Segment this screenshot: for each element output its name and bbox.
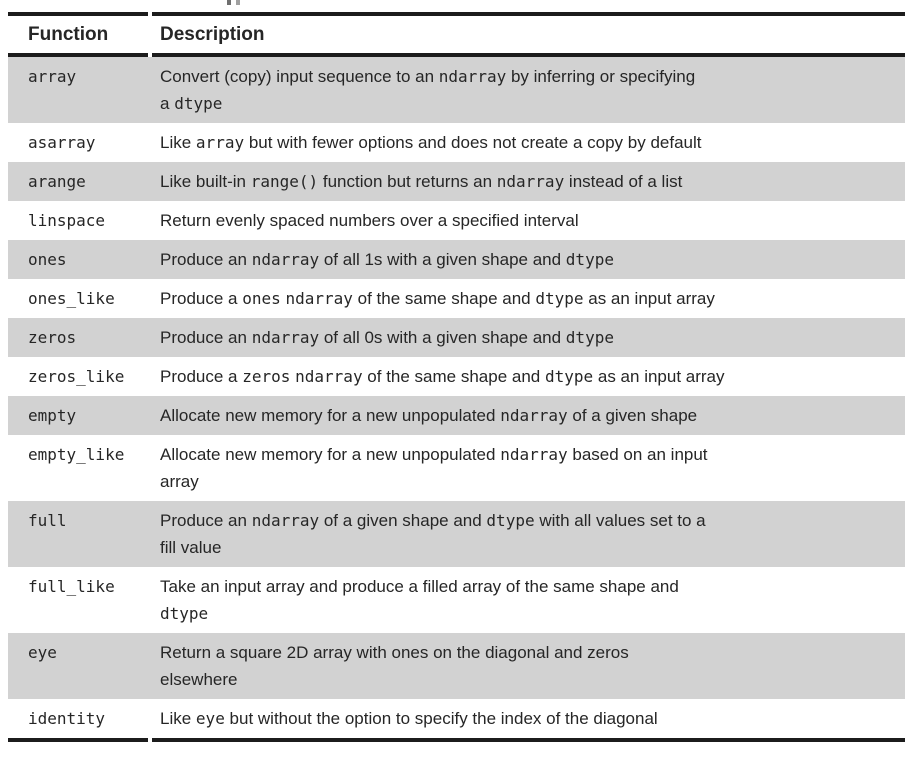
function-name: asarray (28, 133, 96, 152)
inline-code: ndarray (251, 328, 320, 347)
table-row (8, 357, 905, 396)
function-name: arange (28, 172, 86, 191)
function-description (152, 246, 905, 273)
description-text: but with fewer options and does not create a copy by default (244, 133, 702, 152)
function-name: array (28, 67, 77, 86)
function-name: zeros_like (28, 367, 125, 386)
description-text: with all values set to a (534, 511, 706, 530)
array-creation-functions-table (8, 12, 905, 742)
inline-code: ones (242, 289, 281, 308)
header-bottom-rule (8, 53, 905, 57)
table-row (8, 699, 905, 738)
inline-code: dtype (565, 250, 614, 269)
column-header-function: Function (28, 23, 109, 45)
description-text: Convert (copy) input sequence to an (160, 67, 439, 86)
table-row (8, 57, 905, 123)
description-text: Like built-in (160, 172, 251, 191)
description-text: fill value (160, 538, 222, 557)
description-text: elsewhere (160, 670, 238, 689)
description-text: of all 0s with a given shape and (319, 328, 566, 347)
function-name: full_like (28, 577, 115, 596)
description-text: Produce an (160, 511, 252, 530)
header-rule-right-segment (152, 53, 905, 57)
table-row (8, 201, 905, 240)
function-description (152, 573, 905, 627)
description-text: a (160, 94, 175, 113)
inline-code: eye (195, 709, 225, 728)
inline-code: dtype (535, 289, 584, 308)
description-text: of the same shape and (352, 289, 536, 308)
table-row (8, 567, 905, 633)
description-text: Allocate new memory for a new unpopulated (160, 445, 501, 464)
bottom-rule-right-segment (152, 738, 905, 742)
description-text: of all 1s with a given shape and (319, 250, 566, 269)
inline-code: dtype (174, 94, 223, 113)
inline-code: zeros (242, 367, 291, 386)
table-row (8, 279, 905, 318)
function-name: ones_like (28, 289, 115, 308)
function-description (152, 363, 905, 390)
table-body (8, 57, 905, 738)
description-text: Take an input array and produce a filled array of the same shape and (160, 577, 679, 596)
description-text: Like (160, 133, 196, 152)
table-row (8, 435, 905, 501)
description-text: as an input array (583, 289, 715, 308)
inline-code: ndarray (500, 445, 568, 464)
table-row (8, 240, 905, 279)
table-header-row (8, 16, 905, 53)
function-name: full (28, 511, 67, 530)
description-text: based on an input (567, 445, 708, 464)
inline-code: ndarray (295, 367, 363, 386)
function-description (152, 63, 905, 117)
function-description (152, 207, 905, 234)
description-text: of the same shape and (362, 367, 545, 386)
inline-code: ndarray (285, 289, 353, 308)
description-text: Produce a (160, 367, 243, 386)
inline-code: dtype (565, 328, 614, 347)
description-text: Return a square 2D array with ones on the diagonal and zeros (160, 643, 629, 662)
function-name: identity (28, 709, 106, 728)
inline-code: ndarray (500, 406, 568, 425)
description-text: Return evenly spaced numbers over a specified interval (160, 211, 579, 230)
function-name: ones (28, 250, 67, 269)
table-top-rule (8, 12, 905, 16)
inline-code: range() (250, 172, 319, 191)
description-text: Allocate new memory for a new unpopulated (160, 406, 501, 425)
inline-code: ndarray (496, 172, 565, 191)
function-description (152, 639, 905, 693)
description-text: but without the option to specify the index of the diagonal (224, 709, 658, 728)
bottom-rule-left-segment (8, 738, 148, 742)
inline-code: array (195, 133, 245, 152)
function-description (152, 324, 905, 351)
table-row (8, 633, 905, 699)
inline-code: ndarray (251, 250, 320, 269)
table-row (8, 318, 905, 357)
description-text: Produce a (160, 289, 243, 308)
description-text: by inferring or specifying (506, 67, 696, 86)
inline-code: dtype (544, 367, 594, 386)
description-text: Like (160, 709, 196, 728)
function-name: zeros (28, 328, 77, 347)
function-description (152, 705, 905, 732)
function-description (152, 402, 905, 429)
description-text: Produce an (160, 250, 252, 269)
function-description (152, 168, 905, 195)
column-header-description: Description (160, 23, 265, 45)
function-name: empty (28, 406, 77, 425)
description-text: as an input array (593, 367, 725, 386)
function-name: linspace (28, 211, 106, 230)
table-bottom-rule (8, 738, 905, 742)
cropped-caption-remnant (227, 0, 231, 5)
description-text: of a given shape (567, 406, 698, 425)
table-row (8, 162, 905, 201)
header-rule-left-segment (8, 53, 148, 57)
function-description (152, 285, 905, 312)
top-rule-left-segment (8, 12, 148, 16)
top-rule-right-segment (152, 12, 905, 16)
description-text: array (160, 472, 199, 491)
table-row (8, 396, 905, 435)
function-description (152, 441, 905, 495)
inline-code: ndarray (438, 67, 507, 86)
function-description (152, 507, 905, 561)
function-name: eye (28, 643, 57, 662)
description-text: of a given shape and (319, 511, 487, 530)
inline-code: ndarray (251, 511, 320, 530)
table-row (8, 501, 905, 567)
function-name: empty_like (28, 445, 125, 464)
inline-code: dtype (486, 511, 535, 530)
description-text: Produce an (160, 328, 252, 347)
function-description (152, 129, 905, 156)
description-text: instead of a list (564, 172, 683, 191)
description-text: function but returns an (318, 172, 497, 191)
inline-code: dtype (160, 604, 209, 623)
table-row (8, 123, 905, 162)
